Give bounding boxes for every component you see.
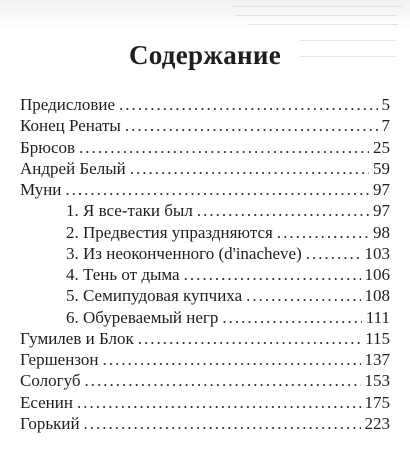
toc-subentry (20, 264, 390, 285)
dot-leader (77, 392, 361, 413)
toc-entry-title: Муни (20, 180, 62, 199)
toc-page-number: 59 (373, 158, 390, 178)
toc-entry-title: Гумилев и Блок (20, 328, 134, 348)
toc-entry-title: 6. Обуреваемый негр (66, 307, 219, 327)
dot-leader (130, 158, 369, 179)
toc-page-number: 103 (364, 243, 390, 263)
dot-leader (306, 243, 361, 264)
toc-page-number: 175 (364, 392, 390, 412)
toc-entry (20, 413, 390, 434)
page-title: Содержание (128, 40, 282, 70)
bleed-through-line (232, 6, 402, 7)
dot-leader (184, 264, 361, 285)
toc-entry (20, 158, 390, 179)
toc-page-number: 106 (364, 265, 390, 284)
toc-entry-title: Предисловие (20, 95, 116, 114)
toc-page-number: 5 (381, 95, 390, 114)
toc-entry (20, 328, 390, 349)
dot-leader (138, 328, 361, 349)
dot-leader (277, 222, 369, 243)
toc-subentry (20, 200, 390, 221)
toc-entry-title: 5. Семипудовая купчиха (66, 286, 243, 306)
toc-entry-title: 1. Я все-таки был (66, 201, 193, 221)
toc-page-number: 25 (373, 137, 390, 157)
toc-entry-title: 2. Предвестия упраздняются (66, 222, 273, 242)
toc-entry (20, 94, 390, 115)
dot-leader (65, 179, 369, 200)
toc-page-number: 223 (364, 413, 390, 433)
dot-leader (85, 370, 361, 391)
toc-entry-title: Сологуб (20, 371, 81, 391)
toc-page-number: 111 (365, 307, 390, 327)
dot-leader (79, 137, 369, 158)
toc-page-number: 97 (373, 201, 390, 221)
toc-entry (20, 179, 390, 200)
toc-subentry (20, 307, 390, 328)
toc-page-number: 7 (381, 116, 390, 136)
toc-entry-title: Гершензон (20, 350, 99, 369)
toc-page-number: 137 (364, 350, 390, 369)
toc-subentry (20, 285, 390, 306)
toc-page-number: 115 (365, 328, 390, 348)
dot-leader (197, 200, 369, 221)
dot-leader (246, 285, 360, 306)
toc-entry-title: Брюсов (20, 137, 76, 157)
dot-leader (84, 413, 361, 434)
toc-entry-title: Горький (20, 413, 80, 433)
toc-entry (20, 137, 390, 158)
toc-entry (20, 349, 390, 370)
toc-page-number: 97 (373, 180, 390, 199)
toc-page-number: 98 (373, 222, 390, 242)
toc-page-number: 153 (364, 371, 390, 391)
toc-entry-title: Андрей Белый (20, 158, 126, 178)
toc-entry-title: Есенин (20, 392, 73, 412)
toc-entry-title: 3. Из неоконченного (d'inacheve) (66, 243, 302, 263)
toc-entry-title: Конец Ренаты (20, 116, 121, 136)
dot-leader (119, 94, 377, 115)
toc-subentry (20, 243, 390, 264)
bleed-through-line (248, 24, 398, 25)
toc-entry-title: 4. Тень от дыма (66, 265, 180, 284)
toc-page-number: 108 (364, 286, 390, 306)
dot-leader (125, 115, 378, 136)
bleed-through-line (236, 15, 396, 16)
toc-entry (20, 370, 390, 391)
dot-leader (222, 307, 361, 328)
dot-leader (103, 349, 361, 370)
toc-entry (20, 392, 390, 413)
toc-list (20, 94, 390, 434)
toc-subentry (20, 222, 390, 243)
toc-entry (20, 115, 390, 136)
